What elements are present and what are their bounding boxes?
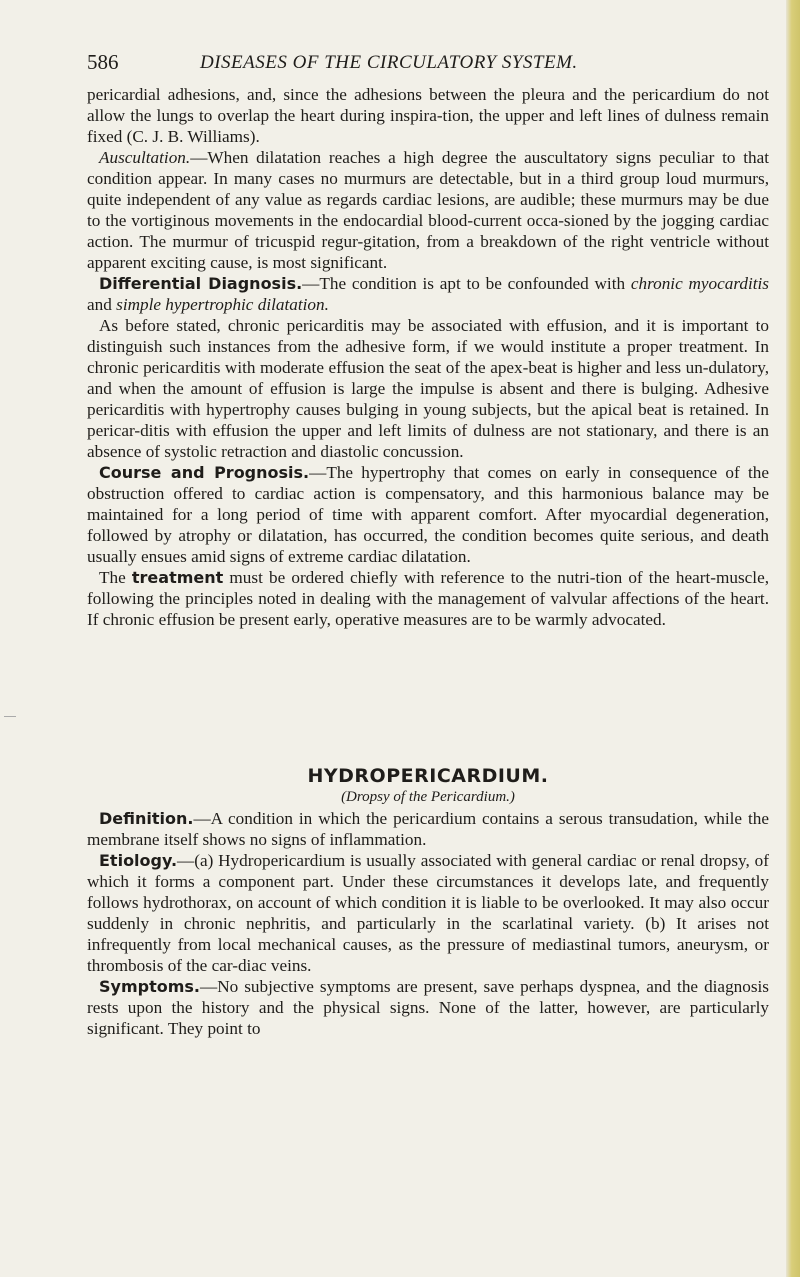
run-in-heading: Course and Prognosis.	[99, 463, 310, 482]
run-in-heading: treatment	[131, 568, 224, 587]
page-edge	[786, 0, 800, 1277]
hydropericardium-section	[87, 766, 769, 1039]
paragraph: Definition.—A condition in which the pericardium contains a serous transudation, while the membrane itself shows no signs of inflammation.	[87, 809, 769, 849]
paragraph: The treatment must be ordered chiefly with reference to the nutri-tion of the heart-muscle, following the principles noted in dealing with the management of valvular affections of the heart. If chronic effusion be present early, operative measures are to be warmly advocated.	[87, 568, 769, 629]
run-in-heading: Auscultation.	[99, 148, 191, 167]
paragraph: Auscultation.—When dilatation reaches a high degree the auscultatory signs peculiar to that condition appear. In many cases no murmurs are detectable, but in a third group loud murmurs, quite independent of any value as regards cardiac lesions, are audible; these murmurs may be due to the vortiginous movements in the endocardial blood-current occa-sioned by the jogging cardiac action. The murmur of tricuspid regur-gitation, from a breakdown of the right ventricle without apparent exciting cause, is most significant.	[87, 148, 769, 272]
run-in-heading: Etiology.	[99, 851, 178, 870]
paragraph: Symptoms.—No subjective symptoms are present, save perhaps dyspnea, and the diagnosis rests upon the history and the physical signs. None of the latter, however, are particularly significant. They point to	[87, 977, 769, 1038]
running-head: DISEASES OF THE CIRCULATORY SYSTEM.	[200, 52, 578, 73]
body-text	[87, 84, 769, 630]
paragraph: Differential Diagnosis.—The condition is apt to be confounded with chronic myocarditis and simple hypertrophic dilatation.	[87, 274, 769, 314]
run-in-heading: Differential Diagnosis.	[99, 274, 303, 293]
paragraph: pericardial adhesions, and, since the adhesions between the pleura and the pericardium do not allow the lungs to overlap the heart during inspira-tion, the upper and left lines of dulness remain fixed (C. J. B. Williams).	[87, 85, 769, 146]
margin-mark	[4, 716, 16, 717]
page-header	[87, 50, 767, 80]
paragraph: As before stated, chronic pericarditis may be associated with effusion, and it is important to distinguish such instances from the adhesive form, if we would institute a proper treatment. In chronic pericarditis with moderate effusion the seat of the apex-beat is higher and less un-dulatory, and when the amount of effusion is large the impulse is absent and there is bulging. Adhesive pericarditis with hypertrophy causes bulging in young subjects, but the apical beat is retained. In pericar-ditis with effusion the upper and left limits of dulness are not stationary, and there is an absence of systolic retraction and diastolic concussion.	[87, 316, 769, 461]
page-number: 586	[87, 50, 119, 74]
section-subtitle: (Dropsy of the Pericardium.)	[341, 789, 515, 805]
paragraph: Etiology.—(a) Hydropericardium is usually associated with general cardiac or renal dropsy, of which it forms a component part. Under these circumstances it develops late, and frequently follows hydrothorax, on account of which condition it is liable to be overlooked. It may also occur suddenly in chronic nephritis, and particularly in the scarlatinal variety. (b) It arises not infrequently from local mechanical causes, as the pressure of mediastinal tumors, aneurysm, or thrombosis of the car-diac veins.	[87, 851, 769, 975]
run-in-heading: Symptoms.	[99, 977, 200, 996]
paragraph: Course and Prognosis.—The hypertrophy that comes on early in consequence of the obstruction offered to cardiac action is compensatory, and this harmonious balance may be maintained for a long period of time with apparent comfort. After myocardial degeneration, followed by atrophy or dilatation, has occurred, the condition becomes quite serious, and death usually ensues amid signs of extreme cardiac dilatation.	[87, 463, 769, 566]
section-title: HYDROPERICARDIUM.	[307, 765, 549, 787]
run-in-heading: Definition.	[99, 809, 194, 828]
